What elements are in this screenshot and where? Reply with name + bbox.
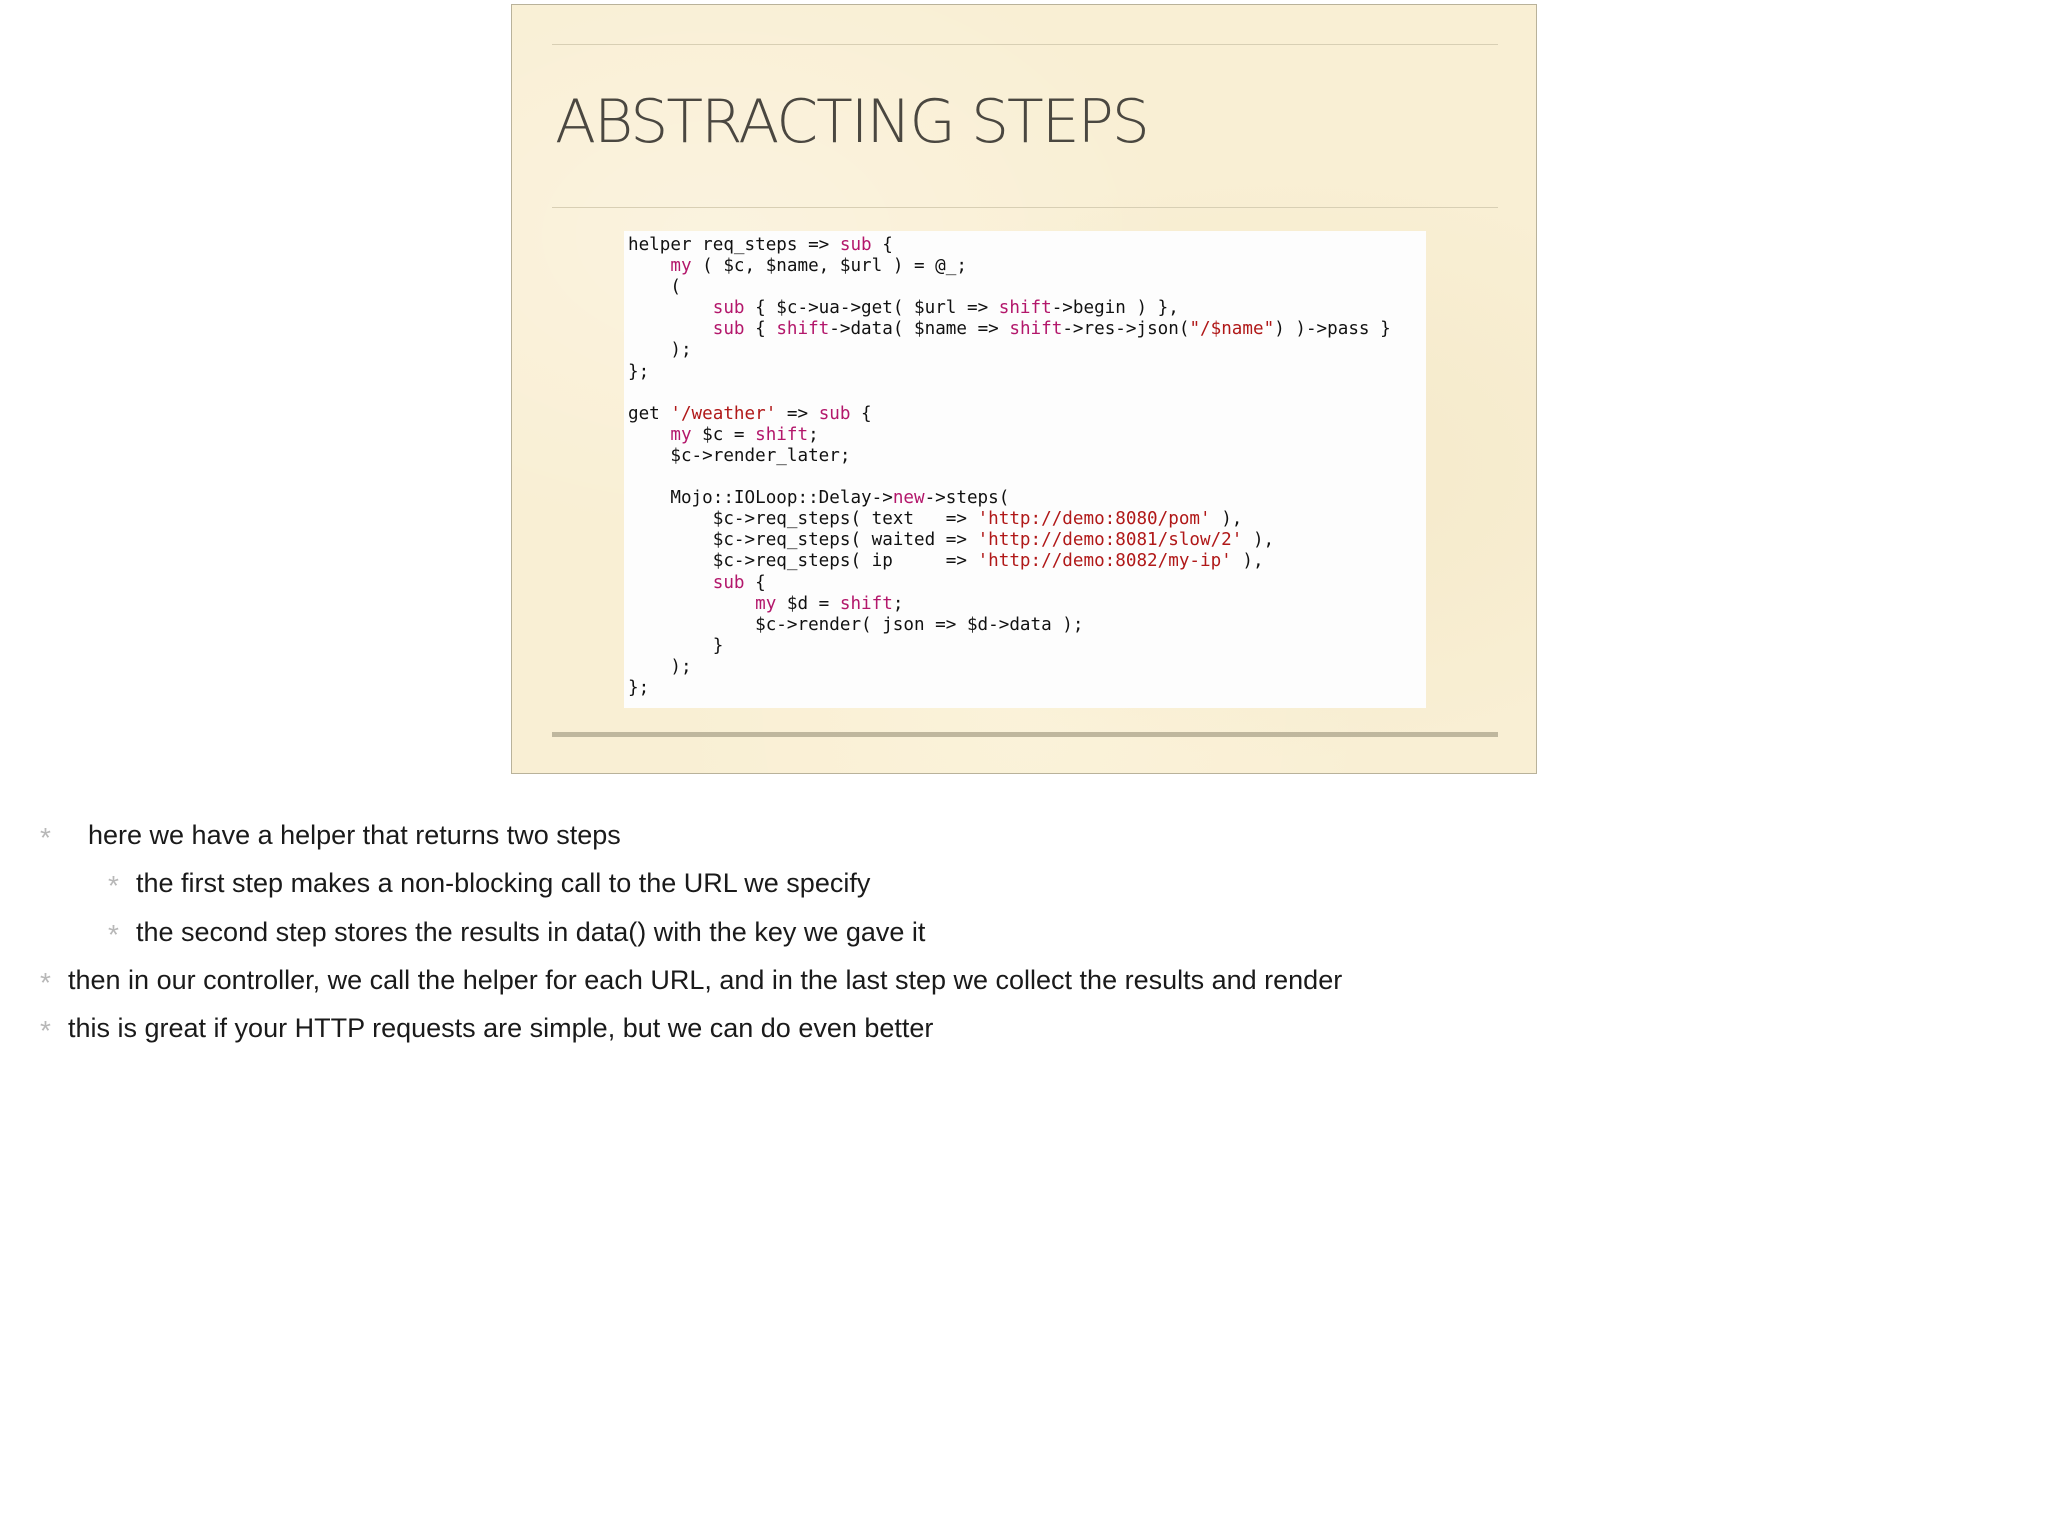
code-text: ), (1242, 530, 1275, 551)
code-keyword: my (670, 424, 692, 445)
code-text: $d = (776, 593, 840, 614)
code-block (624, 231, 1426, 708)
slide-footer-rule (552, 732, 1498, 737)
code-line (628, 362, 1391, 383)
code-text: $c = (691, 424, 756, 445)
code-line (628, 383, 1391, 404)
code-line (628, 256, 1391, 277)
code-line (628, 235, 1391, 256)
code-listing (628, 235, 1391, 699)
code-line (628, 446, 1391, 467)
code-keyword: sub (712, 298, 745, 319)
code-text: ; (808, 424, 819, 445)
code-line (628, 277, 1391, 298)
code-text: { (744, 319, 777, 340)
code-text: }; (628, 677, 650, 698)
bullet-icon: * (40, 1015, 51, 1046)
code-text: ) )->pass } (1274, 319, 1391, 340)
code-keyword: new (892, 488, 925, 509)
code-text: ->begin ) }, (1051, 298, 1179, 319)
code-text: { $c->ua->get( $url => (744, 298, 999, 319)
bullet-icon: * (108, 919, 119, 950)
note-text: then in our controller, we call the helper for each URL, and in the last step we collect the results and render (68, 965, 1343, 995)
code-line (628, 678, 1391, 699)
code-text (628, 425, 670, 445)
code-line (628, 467, 1391, 488)
code-line (628, 657, 1391, 678)
code-text: ); (628, 340, 692, 361)
bullet-icon: * (108, 870, 119, 901)
code-line (628, 615, 1391, 636)
code-text: } (628, 635, 724, 656)
code-text (628, 594, 755, 614)
code-keyword: sub (712, 572, 745, 593)
code-line (628, 509, 1391, 530)
code-text (628, 256, 670, 276)
code-line (628, 298, 1391, 319)
code-keyword: my (755, 593, 777, 614)
code-text: $c->req_steps( text => (628, 509, 978, 530)
code-text: ( (628, 277, 681, 298)
code-keyword: sub (818, 403, 851, 424)
code-text: $c->render_later; (628, 445, 851, 466)
code-text: ( $c, $name, $url ) = @_; (691, 256, 967, 277)
code-line (628, 404, 1391, 425)
code-text: Mojo::IOLoop::Delay-> (628, 488, 893, 509)
note-text: the second step stores the results in data() with the key we gave it (136, 917, 926, 947)
code-line (628, 530, 1391, 551)
code-keyword: shift (998, 298, 1052, 319)
code-text: ), (1231, 551, 1264, 572)
code-string: '/weather' (670, 403, 777, 424)
slide-frame (511, 4, 1537, 774)
code-line (628, 425, 1391, 446)
note-text: this is great if your HTTP requests are simple, but we can do even better (68, 1013, 934, 1043)
code-line (628, 488, 1391, 509)
title-top-rule (552, 44, 1498, 45)
code-text: ; (892, 593, 904, 614)
code-text: ->steps( (924, 488, 1010, 509)
code-text: }; (628, 361, 650, 382)
code-keyword: shift (839, 593, 893, 614)
code-text (628, 298, 713, 318)
note-text: here we have a helper that returns two steps (88, 820, 621, 850)
note-text: the first step makes a non-blocking call to the URL we specify (136, 868, 871, 898)
code-text (628, 319, 713, 339)
code-text: helper req_steps => (628, 235, 840, 255)
code-keyword: shift (1009, 319, 1063, 340)
bullet-icon: * (40, 967, 51, 998)
code-text: $c->req_steps( waited => (628, 530, 978, 551)
code-keyword: sub (712, 319, 745, 340)
code-string: 'http://demo:8082/my-ip' (977, 551, 1232, 572)
code-text: ); (628, 656, 692, 677)
code-text: $c->render( json => $d->data ); (628, 614, 1084, 635)
code-text: get (628, 403, 671, 424)
code-text: { (871, 235, 893, 255)
code-keyword: shift (755, 424, 809, 445)
code-text: { (744, 572, 766, 593)
slide-title: ABSTRACTING STEPS (555, 87, 1148, 157)
code-text: ->res->json( (1062, 319, 1190, 340)
code-line (628, 340, 1391, 361)
bullet-icon: * (40, 822, 51, 853)
code-text (628, 573, 713, 593)
code-string: "/$name" (1189, 319, 1275, 340)
code-text: $c->req_steps( ip => (628, 551, 978, 572)
code-line (628, 573, 1391, 594)
title-bottom-rule (552, 207, 1498, 208)
code-string: 'http://demo:8081/slow/2' (977, 530, 1243, 551)
code-text: ->data( $name => (829, 319, 1010, 340)
code-line (628, 319, 1391, 340)
code-text: => (776, 403, 819, 424)
code-text: { (850, 403, 872, 424)
code-keyword: my (670, 256, 692, 277)
code-keyword: sub (839, 235, 872, 255)
code-line (628, 551, 1391, 572)
code-text: ), (1210, 509, 1243, 530)
code-keyword: shift (776, 319, 830, 340)
code-line (628, 594, 1391, 615)
code-line (628, 636, 1391, 657)
code-string: 'http://demo:8080/pom' (977, 509, 1211, 530)
